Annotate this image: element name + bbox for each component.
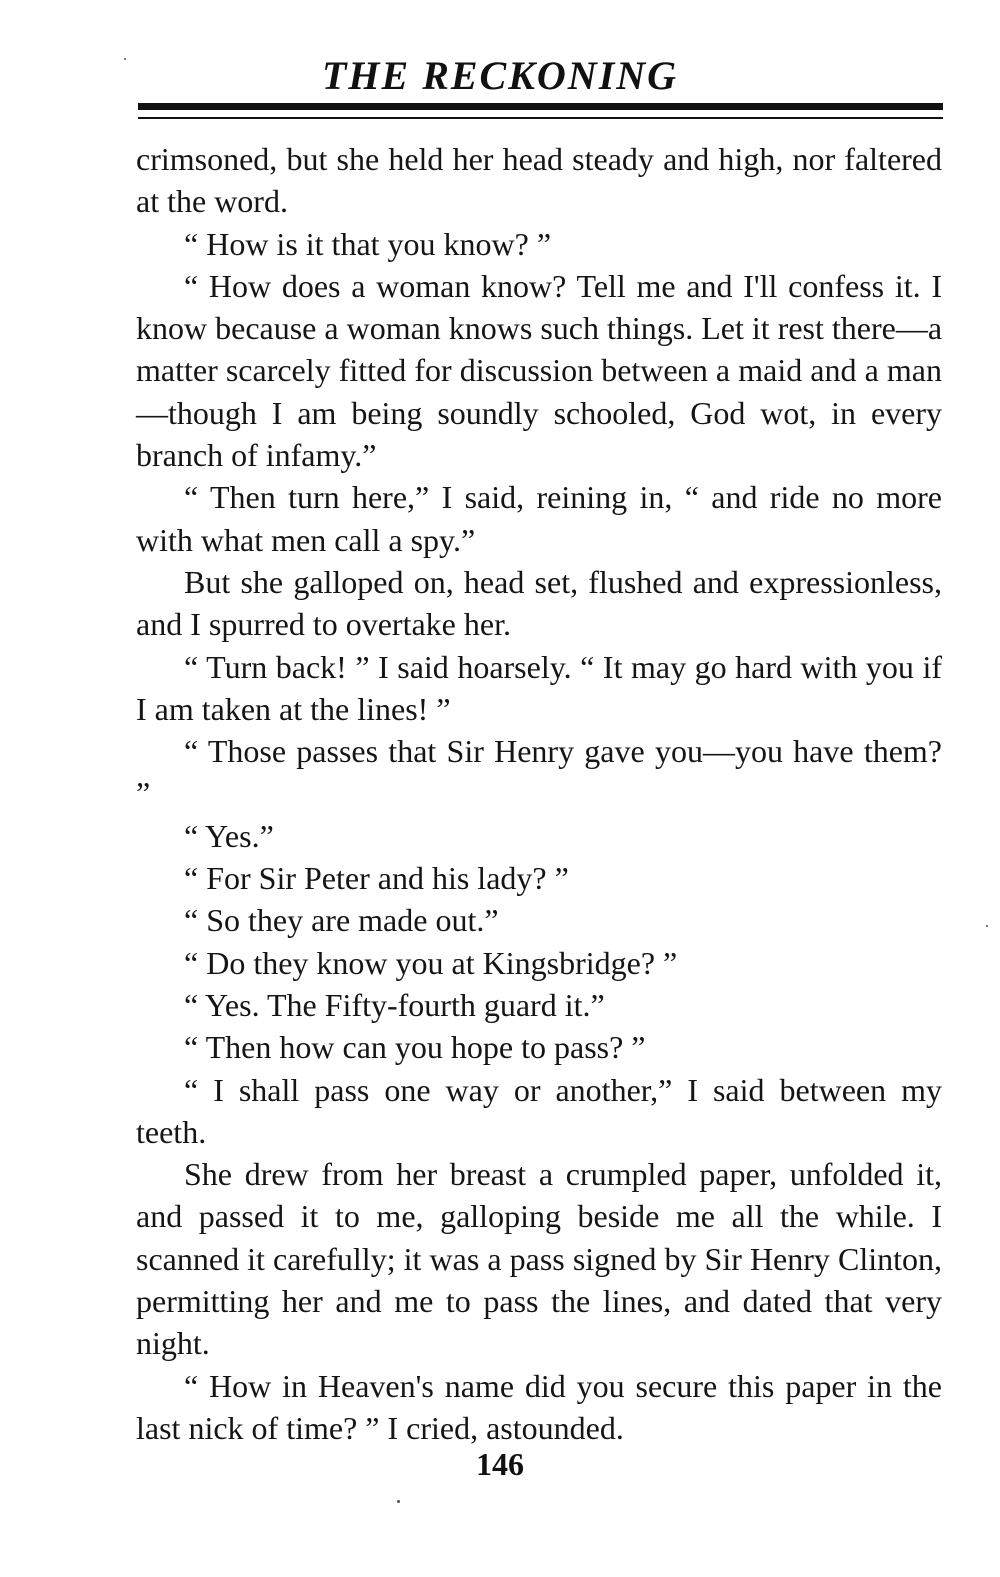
paragraph: “ Those passes that Sir Henry gave you—you have them? ”	[136, 733, 942, 812]
paragraph: “ For Sir Peter and his lady? ”	[184, 860, 569, 897]
paragraph: “ How is it that you know? ”	[184, 225, 552, 262]
print-speck	[397, 1500, 400, 1503]
page-number: 146	[476, 1446, 524, 1482]
paragraph: But she galloped on, head set, flushed and expressionless, and I spurred to overtake her.	[136, 563, 942, 643]
paragraph: “ Yes.”	[184, 817, 274, 854]
paragraph-continued: crimsoned, but she held her head steady and high, nor faltered at the word.	[136, 141, 942, 220]
print-speck	[986, 925, 988, 927]
header-rule-thick	[138, 103, 943, 110]
header-rule-thin	[138, 117, 943, 119]
print-speck	[124, 58, 126, 60]
paragraph: “ Turn back! ” I said hoarsely. “ It may go hard with you if I am taken at the lines! ”	[136, 648, 942, 727]
paragraph: “ Do they know you at Kingsbridge? ”	[184, 944, 678, 981]
paragraph: “ Then how can you hope to pass? ”	[184, 1029, 646, 1066]
paragraph: “ Yes. The Fifty-fourth guard it.”	[184, 986, 605, 1023]
paragraph: “ How in Heaven's name did you secure this paper in the last nick of time? ” I cried, astounded.	[136, 1367, 942, 1446]
paragraph: “ I shall pass one way or another,” I said between my teeth.	[136, 1071, 942, 1150]
paragraph: “ So they are made out.”	[184, 902, 499, 939]
paragraph: “ Then turn here,” I said, reining in, “ and ride no more with what men call a spy.”	[136, 479, 942, 558]
body-text	[136, 138, 942, 1449]
running-title: THE RECKONING	[321, 53, 679, 98]
paragraph: She drew from her breast a crumpled paper, unfolded it, and passed it to me, galloping beside me all the while. I scanned it carefully; it was a pass signed by Sir Henry Clinton, permitting her and me to pass the lines, and dated that very night.	[136, 1156, 942, 1362]
paragraph: “ How does a woman know? Tell me and I'll confess it. I know because a woman knows such things. Let it rest there—a matter scarcely fitted for discussion between a maid and a man—though I am being soundly schooled, God wot, in every branch of infamy.”	[136, 267, 943, 474]
